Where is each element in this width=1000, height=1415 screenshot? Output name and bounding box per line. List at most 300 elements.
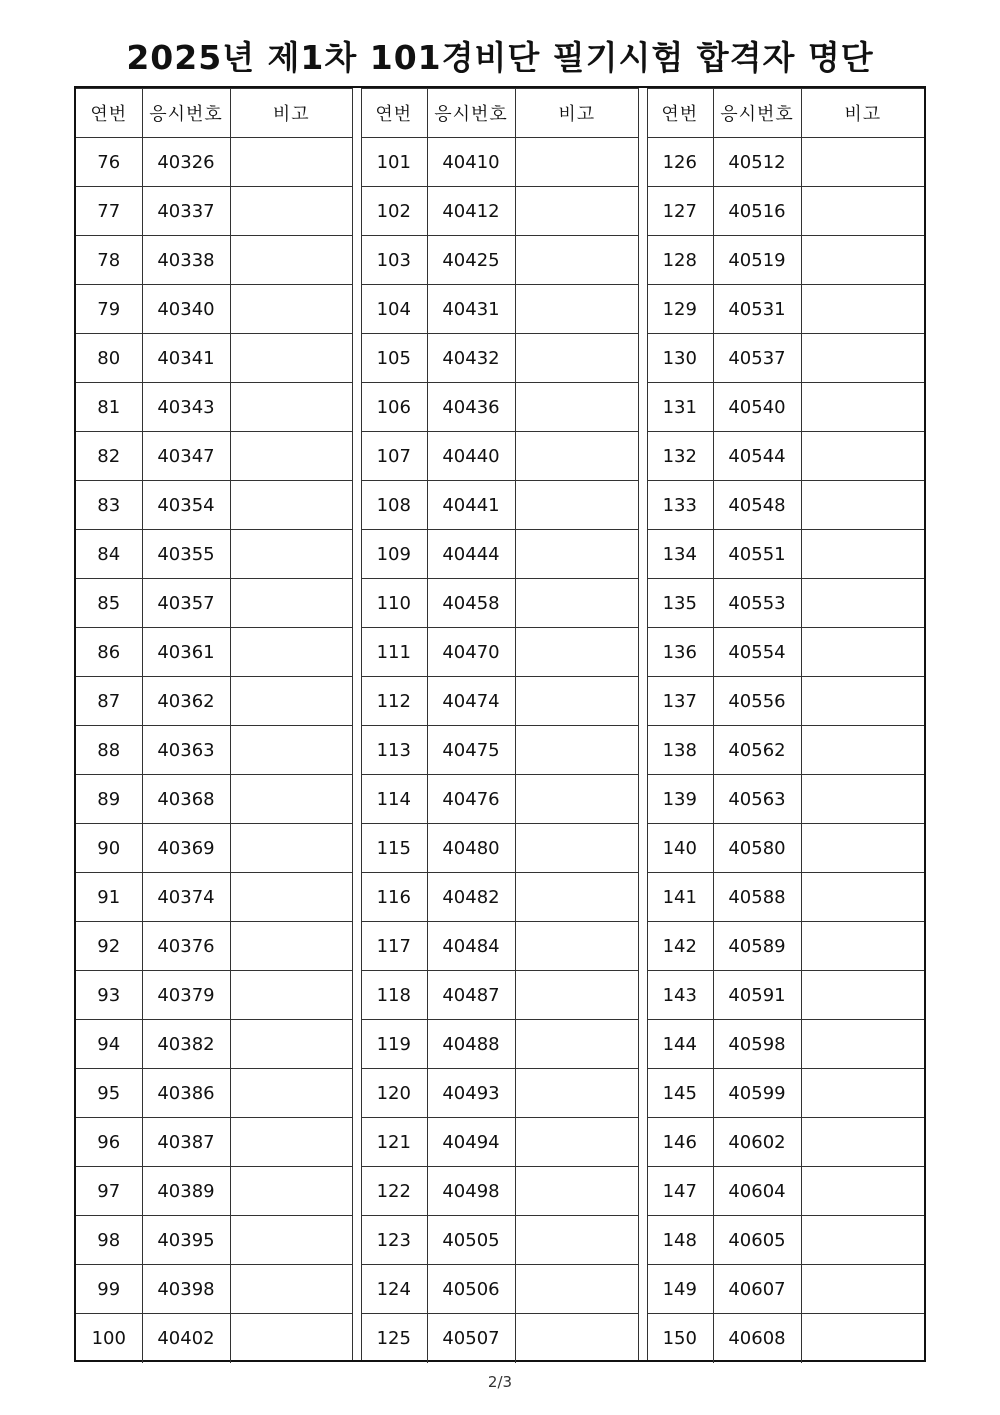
table-row [361,1167,638,1216]
exam-number-cell: 40354 [142,481,230,530]
page-indicator: 2/3 [487,1373,513,1391]
seq-cell: 105 [361,334,427,383]
remark-cell [801,383,924,432]
remark-cell [515,138,638,187]
table-row [647,1118,924,1167]
table-row [361,824,638,873]
seq-cell: 130 [647,334,713,383]
header-seq: 연번 [647,89,713,138]
remark-cell [515,1265,638,1314]
exam-number-cell: 40389 [142,1167,230,1216]
exam-number-cell: 40554 [713,628,801,677]
exam-number-cell: 40374 [142,873,230,922]
exam-number-cell: 40607 [713,1265,801,1314]
seq-cell: 132 [647,432,713,481]
exam-number-cell: 40608 [713,1314,801,1363]
table-group-1 [76,88,352,1360]
table-row [647,824,924,873]
exam-number-cell: 40604 [713,1167,801,1216]
table-row [647,1020,924,1069]
table-row [647,285,924,334]
exam-number-cell: 40548 [713,481,801,530]
remark-cell [230,530,352,579]
exam-number-cell: 40498 [427,1167,515,1216]
seq-cell: 96 [76,1118,142,1167]
exam-number-cell: 40425 [427,236,515,285]
seq-cell: 117 [361,922,427,971]
remark-cell [515,1118,638,1167]
header-row [361,89,638,138]
header-remark: 비고 [515,89,638,138]
seq-cell: 118 [361,971,427,1020]
remark-cell [801,922,924,971]
table-row [647,971,924,1020]
seq-cell: 133 [647,481,713,530]
exam-number-cell: 40580 [713,824,801,873]
seq-cell: 84 [76,530,142,579]
remark-cell [801,1314,924,1363]
exam-number-cell: 40480 [427,824,515,873]
remark-cell [515,1216,638,1265]
seq-cell: 119 [361,1020,427,1069]
group-table [361,88,638,1363]
seq-cell: 80 [76,334,142,383]
seq-cell: 149 [647,1265,713,1314]
remark-cell [801,285,924,334]
table-row [76,922,352,971]
table-row [76,1167,352,1216]
group-divider [638,88,639,1360]
seq-cell: 109 [361,530,427,579]
exam-number-cell: 40553 [713,579,801,628]
results-table [74,86,926,1362]
table-row [647,775,924,824]
remark-cell [801,187,924,236]
exam-number-cell: 40326 [142,138,230,187]
remark-cell [801,530,924,579]
exam-number-cell: 40519 [713,236,801,285]
table-row [361,873,638,922]
header-remark: 비고 [230,89,352,138]
remark-cell [230,236,352,285]
seq-cell: 120 [361,1069,427,1118]
table-row [76,1314,352,1363]
seq-cell: 139 [647,775,713,824]
seq-cell: 140 [647,824,713,873]
seq-cell: 106 [361,383,427,432]
remark-cell [801,236,924,285]
remark-cell [230,1020,352,1069]
seq-cell: 148 [647,1216,713,1265]
exam-number-cell: 40363 [142,726,230,775]
seq-cell: 89 [76,775,142,824]
remark-cell [515,1314,638,1363]
table-row [76,334,352,383]
table-row [647,481,924,530]
header-remark: 비고 [801,89,924,138]
remark-cell [230,628,352,677]
remark-cell [801,1069,924,1118]
remark-cell [801,628,924,677]
remark-cell [230,873,352,922]
table-row [76,726,352,775]
page-title: 2025년 제1차 101경비단 필기시험 합격자 명단 [126,38,874,77]
remark-cell [230,1314,352,1363]
remark-cell [230,922,352,971]
remark-cell [515,677,638,726]
exam-number-cell: 40368 [142,775,230,824]
seq-cell: 86 [76,628,142,677]
seq-cell: 135 [647,579,713,628]
seq-cell: 142 [647,922,713,971]
exam-number-cell: 40556 [713,677,801,726]
remark-cell [515,775,638,824]
seq-cell: 110 [361,579,427,628]
remark-cell [801,775,924,824]
exam-number-cell: 40362 [142,677,230,726]
seq-cell: 122 [361,1167,427,1216]
exam-number-cell: 40412 [427,187,515,236]
exam-number-cell: 40387 [142,1118,230,1167]
table-row [76,1216,352,1265]
seq-cell: 127 [647,187,713,236]
seq-cell: 121 [361,1118,427,1167]
exam-number-cell: 40598 [713,1020,801,1069]
exam-number-cell: 40602 [713,1118,801,1167]
table-row [361,1069,638,1118]
remark-cell [230,579,352,628]
seq-cell: 100 [76,1314,142,1363]
table-row [361,383,638,432]
exam-number-cell: 40588 [713,873,801,922]
seq-cell: 88 [76,726,142,775]
seq-cell: 144 [647,1020,713,1069]
seq-cell: 78 [76,236,142,285]
seq-cell: 128 [647,236,713,285]
header-seq: 연번 [76,89,142,138]
table-row [647,873,924,922]
remark-cell [801,824,924,873]
remark-cell [801,873,924,922]
remark-cell [230,334,352,383]
table-row [647,530,924,579]
table-row [647,677,924,726]
seq-cell: 87 [76,677,142,726]
table-row [76,187,352,236]
header-exam-number: 응시번호 [427,89,515,138]
exam-number-cell: 40432 [427,334,515,383]
exam-number-cell: 40338 [142,236,230,285]
table-row [76,579,352,628]
exam-number-cell: 40562 [713,726,801,775]
seq-cell: 81 [76,383,142,432]
header-row [76,89,352,138]
seq-cell: 138 [647,726,713,775]
table-row [361,236,638,285]
remark-cell [230,677,352,726]
exam-number-cell: 40436 [427,383,515,432]
exam-number-cell: 40341 [142,334,230,383]
remark-cell [801,579,924,628]
seq-cell: 97 [76,1167,142,1216]
seq-cell: 116 [361,873,427,922]
remark-cell [230,1069,352,1118]
seq-cell: 123 [361,1216,427,1265]
remark-cell [230,971,352,1020]
table-row [76,1020,352,1069]
exam-number-cell: 40493 [427,1069,515,1118]
seq-cell: 93 [76,971,142,1020]
exam-number-cell: 40431 [427,285,515,334]
remark-cell [230,285,352,334]
table-row [76,285,352,334]
seq-cell: 145 [647,1069,713,1118]
exam-number-cell: 40537 [713,334,801,383]
exam-number-cell: 40488 [427,1020,515,1069]
table-row [361,1265,638,1314]
seq-cell: 79 [76,285,142,334]
remark-cell [801,481,924,530]
table-row [647,922,924,971]
remark-cell [230,187,352,236]
table-group-2 [361,88,638,1360]
seq-cell: 77 [76,187,142,236]
remark-cell [515,432,638,481]
exam-number-cell: 40357 [142,579,230,628]
exam-number-cell: 40551 [713,530,801,579]
seq-cell: 136 [647,628,713,677]
remark-cell [515,187,638,236]
group-divider [352,88,353,1360]
table-row [361,971,638,1020]
exam-number-cell: 40589 [713,922,801,971]
remark-cell [801,1265,924,1314]
seq-cell: 83 [76,481,142,530]
table-row [647,236,924,285]
table-row [361,1118,638,1167]
seq-cell: 91 [76,873,142,922]
seq-cell: 104 [361,285,427,334]
remark-cell [515,726,638,775]
table-row [361,677,638,726]
exam-number-cell: 40343 [142,383,230,432]
seq-cell: 126 [647,138,713,187]
seq-cell: 108 [361,481,427,530]
seq-cell: 114 [361,775,427,824]
seq-cell: 98 [76,1216,142,1265]
remark-cell [515,873,638,922]
seq-cell: 90 [76,824,142,873]
exam-number-cell: 40382 [142,1020,230,1069]
exam-number-cell: 40340 [142,285,230,334]
remark-cell [230,726,352,775]
seq-cell: 111 [361,628,427,677]
table-row [76,971,352,1020]
table-row [647,1216,924,1265]
seq-cell: 95 [76,1069,142,1118]
remark-cell [515,971,638,1020]
exam-number-cell: 40395 [142,1216,230,1265]
table-row [76,481,352,530]
table-row [647,1167,924,1216]
seq-cell: 125 [361,1314,427,1363]
remark-cell [801,726,924,775]
remark-cell [515,481,638,530]
exam-number-cell: 40516 [713,187,801,236]
remark-cell [801,677,924,726]
remark-cell [230,432,352,481]
table-row [76,873,352,922]
remark-cell [230,775,352,824]
remark-cell [801,1167,924,1216]
table-row [361,922,638,971]
seq-cell: 124 [361,1265,427,1314]
remark-cell [230,383,352,432]
remark-cell [230,1167,352,1216]
remark-cell [801,334,924,383]
header-exam-number: 응시번호 [713,89,801,138]
exam-number-cell: 40337 [142,187,230,236]
table-group-3 [647,88,924,1360]
table-row [647,1069,924,1118]
table-row [647,579,924,628]
remark-cell [515,236,638,285]
seq-cell: 94 [76,1020,142,1069]
exam-number-cell: 40531 [713,285,801,334]
exam-number-cell: 40470 [427,628,515,677]
seq-cell: 134 [647,530,713,579]
exam-number-cell: 40379 [142,971,230,1020]
header-exam-number: 응시번호 [142,89,230,138]
table-row [361,334,638,383]
exam-number-cell: 40458 [427,579,515,628]
remark-cell [801,1118,924,1167]
exam-number-cell: 40507 [427,1314,515,1363]
exam-number-cell: 40361 [142,628,230,677]
table-row [361,432,638,481]
seq-cell: 82 [76,432,142,481]
table-row [647,726,924,775]
exam-number-cell: 40402 [142,1314,230,1363]
table-row [76,383,352,432]
table-row [76,628,352,677]
remark-cell [515,579,638,628]
seq-cell: 143 [647,971,713,1020]
remark-cell [515,1167,638,1216]
exam-number-cell: 40605 [713,1216,801,1265]
table-row [361,285,638,334]
seq-cell: 115 [361,824,427,873]
exam-number-cell: 40540 [713,383,801,432]
remark-cell [801,971,924,1020]
seq-cell: 99 [76,1265,142,1314]
seq-cell: 102 [361,187,427,236]
seq-cell: 92 [76,922,142,971]
remark-cell [515,824,638,873]
table-row [361,726,638,775]
table-row [647,383,924,432]
table-row [647,628,924,677]
table-row [361,1314,638,1363]
exam-number-cell: 40482 [427,873,515,922]
remark-cell [230,1216,352,1265]
header-seq: 연번 [361,89,427,138]
remark-cell [801,138,924,187]
table-row [76,1069,352,1118]
table-row [647,1314,924,1363]
seq-cell: 150 [647,1314,713,1363]
table-row [76,677,352,726]
exam-number-cell: 40376 [142,922,230,971]
remark-cell [230,824,352,873]
table-row [361,187,638,236]
seq-cell: 129 [647,285,713,334]
exam-number-cell: 40494 [427,1118,515,1167]
remark-cell [515,1069,638,1118]
seq-cell: 147 [647,1167,713,1216]
remark-cell [801,1020,924,1069]
seq-cell: 131 [647,383,713,432]
exam-number-cell: 40474 [427,677,515,726]
exam-number-cell: 40563 [713,775,801,824]
exam-number-cell: 40487 [427,971,515,1020]
table-row [76,1118,352,1167]
table-row [647,187,924,236]
table-row [361,1216,638,1265]
table-row [76,530,352,579]
seq-cell: 107 [361,432,427,481]
seq-cell: 101 [361,138,427,187]
seq-cell: 141 [647,873,713,922]
table-row [76,1265,352,1314]
exam-number-cell: 40444 [427,530,515,579]
table-row [76,824,352,873]
table-row [647,138,924,187]
exam-number-cell: 40591 [713,971,801,1020]
remark-cell [515,383,638,432]
exam-number-cell: 40512 [713,138,801,187]
remark-cell [230,1265,352,1314]
exam-number-cell: 40505 [427,1216,515,1265]
table-row [361,138,638,187]
header-row [647,89,924,138]
remark-cell [515,628,638,677]
table-row [647,334,924,383]
table-row [647,432,924,481]
exam-number-cell: 40476 [427,775,515,824]
seq-cell: 112 [361,677,427,726]
exam-number-cell: 40398 [142,1265,230,1314]
exam-number-cell: 40441 [427,481,515,530]
exam-number-cell: 40369 [142,824,230,873]
table-row [76,775,352,824]
remark-cell [515,922,638,971]
seq-cell: 85 [76,579,142,628]
table-row [361,530,638,579]
remark-cell [515,334,638,383]
seq-cell: 76 [76,138,142,187]
exam-number-cell: 40475 [427,726,515,775]
remark-cell [230,138,352,187]
remark-cell [230,481,352,530]
table-row [647,1265,924,1314]
group-table [647,88,924,1363]
exam-number-cell: 40440 [427,432,515,481]
table-row [361,1020,638,1069]
seq-cell: 146 [647,1118,713,1167]
remark-cell [515,285,638,334]
exam-number-cell: 40484 [427,922,515,971]
